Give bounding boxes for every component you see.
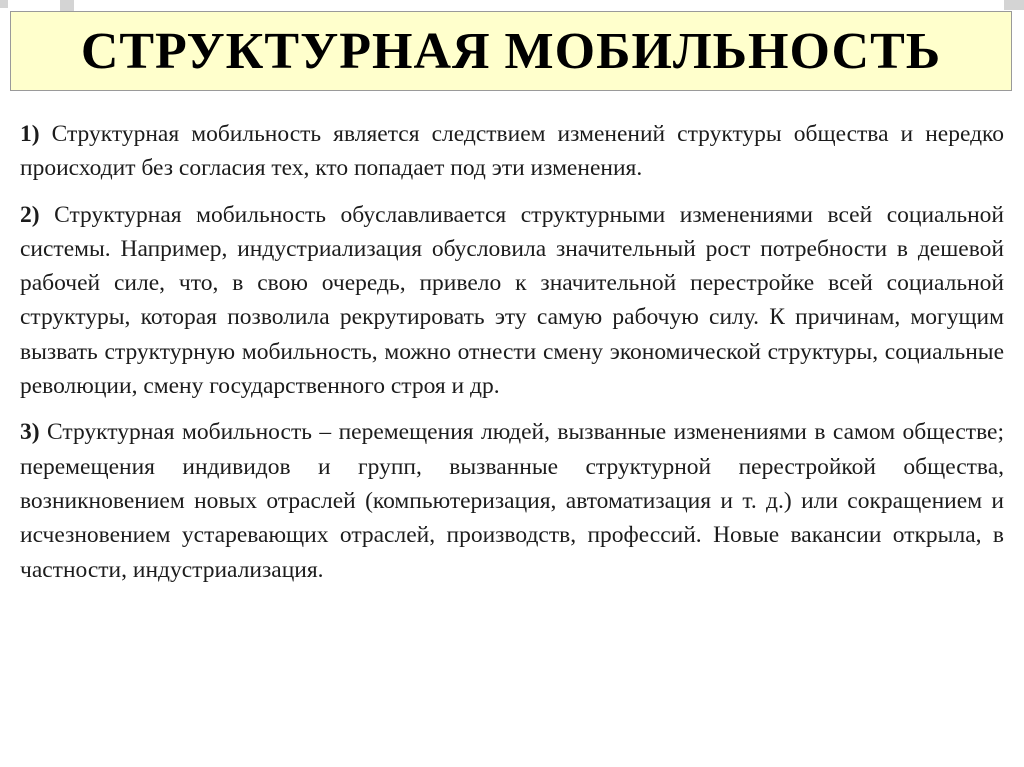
paragraph-number: 3)	[20, 419, 40, 446]
content-area	[20, 117, 1004, 599]
corner-decoration	[1004, 0, 1024, 10]
paragraph-number: 1)	[20, 121, 40, 147]
paragraph-2	[20, 198, 1004, 404]
title-banner	[10, 11, 1012, 91]
paragraph-1	[20, 117, 1004, 186]
paragraph-3	[20, 415, 1004, 586]
paragraph-number: 2)	[20, 201, 40, 228]
page-title: СТРУКТУРНАЯ МОБИЛЬНОСТЬ	[80, 22, 942, 80]
paragraph-text: Структурная мобильность обуславливается структурными изменениями всей социальной системы. Например, индустриализация обусловила значительный рост потребности в дешевой рабочей силе, что, в свою очередь, привело к значительной перестройке всей социальной структуры, которая позволила рекрутировать эту самую рабочую силу. К причинам, могущим вызвать структурную мобильность, можно отнести смену экономической структуры, социальные революции, смену государственного строя и др.	[20, 201, 1005, 400]
paragraph-text: Структурная мобильность – перемещения людей, вызванные изменениями в самом обществе; перемещения индивидов и групп, вызванные структурной перестройкой общества, возникновением новых отраслей (компьютеризация, автоматизация и т. д.) или сокращением и исчезновением устаревающих отраслей, производств, профессий. Новые вакансии открыла, в частности, индустриализация.	[20, 419, 1004, 583]
paragraph-text: Структурная мобильность является следствием изменений структуры общества и нередко происходит без согласия тех, кто попадает под эти изменения.	[20, 121, 1005, 182]
corner-decoration	[0, 0, 8, 8]
